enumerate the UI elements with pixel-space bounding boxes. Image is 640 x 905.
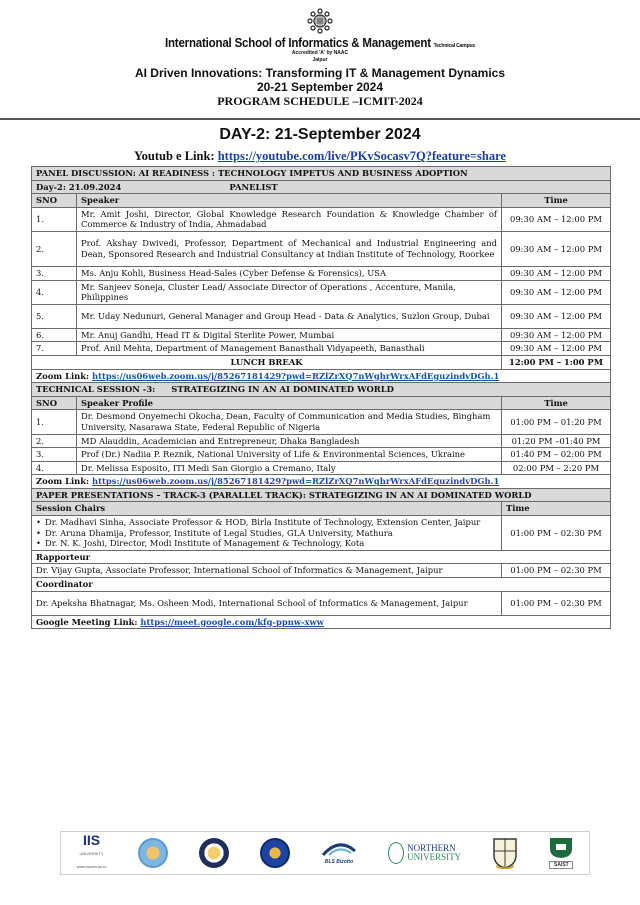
col-time: Time xyxy=(502,396,611,410)
session-chairs-time: 01:00 PM – 02:30 PM xyxy=(502,516,611,551)
sno: 2. xyxy=(32,434,77,448)
iis-logo-url: www.iisuniv.ac.in xyxy=(76,863,107,869)
rapporteur-label: Rapporteur xyxy=(32,550,611,564)
list-item: • Dr. Madhavi Sinha, Associate Professor & HOD, Birla Institute of Technology, Extension Center, Jaipur xyxy=(36,517,497,528)
northern-logo-text: NORTHERN xyxy=(407,843,456,853)
time: 01:40 PM – 02:00 PM xyxy=(502,448,611,462)
round-seal-logo xyxy=(199,835,229,871)
session-chairs-list xyxy=(36,517,497,549)
time: 09:30 AM – 12:00 PM xyxy=(502,266,611,280)
sno: 7. xyxy=(32,342,77,356)
day-title: DAY-2: 21-September 2024 xyxy=(219,126,421,143)
coordinator-row xyxy=(32,591,611,615)
table-row xyxy=(32,280,611,304)
accreditation: Accredited 'A' by NAAC xyxy=(291,50,349,56)
speaker: Mr. Sanjeev Soneja, Cluster Lead/ Associate Director of Operations , Accenture, Manila, Philippines xyxy=(77,280,502,304)
sno: 3. xyxy=(32,448,77,462)
table-row xyxy=(32,461,611,475)
panel-zoom-link[interactable]: https://us06web.zoom.us/j/85267181429?pwd=RZlZrXQ7nWghrWrxAFdEguzindvDGh.1 xyxy=(92,370,500,381)
institute-name-text: International School of Informatics & Management xyxy=(164,36,431,50)
technical-zoom-link[interactable]: https://us06web.zoom.us/j/85267181429?pwd=RZlZrXQ7nWghrWrxAFdEguzindvDGh.1 xyxy=(92,476,500,487)
university-logo-text: UNIVERSITY xyxy=(407,852,462,862)
panel-zoom-row xyxy=(32,369,611,383)
paper-heading-row xyxy=(32,488,611,502)
table-row xyxy=(32,410,611,434)
speaker: Prof. Anil Mehta, Department of Management Banasthali Vidyapeeth, Banasthali xyxy=(77,342,502,356)
table-row xyxy=(32,342,611,356)
technical-heading-cell xyxy=(32,383,611,397)
google-meet-label: Google Meeting Link: xyxy=(36,616,141,627)
col-speaker-profile: Speaker Profile xyxy=(77,396,502,410)
institute-name xyxy=(26,36,615,50)
session-chairs-label: Session Chairs xyxy=(32,502,502,516)
speaker: Ms. Anju Kohli, Business Head-Sales (Cyber Defense & Forensics), USA xyxy=(77,266,502,280)
time: 09:30 AM – 12:00 PM xyxy=(502,342,611,356)
technical-session-title: STRATEGIZING IN AN AI DOMINATED WORLD xyxy=(171,384,394,395)
table-row xyxy=(32,448,611,462)
panel-date-cell xyxy=(32,180,611,194)
youtube-label: Youtub e Link: xyxy=(134,149,218,163)
google-meet-cell xyxy=(32,615,611,629)
col-sno: SNO xyxy=(32,396,77,410)
speaker: Dr. Desmond Onyemechi Okocha, Dean, Faculty of Communication and Media Studies, Bingham University, Nasarawa State, Federal Republic of Nigeria xyxy=(77,410,502,434)
session-chairs-time-label: Time xyxy=(502,502,611,516)
time: 09:30 AM – 12:00 PM xyxy=(502,207,611,231)
panel-heading-row xyxy=(32,167,611,181)
speaker: Mr. Uday Nedunuri, General Manager and Group Head - Data & Analytics, Suzlon Group, Dubai xyxy=(77,304,502,328)
youtube-link[interactable]: https://youtube.com/live/PKvSocasv7Q?feature=share xyxy=(217,149,506,163)
rapporteur-name: Dr. Vijay Gupta, Associate Professor, International School of Informatics & Management, Jaipur xyxy=(32,564,502,578)
youtube-link-line xyxy=(0,149,640,164)
time: 02:00 PM – 2:20 PM xyxy=(502,461,611,475)
rapporteur-time: 01:00 PM – 02:30 PM xyxy=(502,564,611,578)
saist-logo xyxy=(549,835,573,871)
panel-heading: PANEL DISCUSSION: AI READINESS : TECHNOLOGY IMPETUS AND BUSINESS ADOPTION xyxy=(32,167,611,181)
panel-zoom-cell xyxy=(32,369,611,383)
bls-bizotto-logo xyxy=(321,835,357,871)
time: 09:30 AM – 12:00 PM xyxy=(502,328,611,342)
au-emblem-logo xyxy=(138,835,168,871)
iis-logo-sub: UNIVERSITY xyxy=(79,850,104,856)
google-meet-row xyxy=(32,615,611,629)
time: 09:30 AM – 12:00 PM xyxy=(502,304,611,328)
lunch-break-time: 12:00 PM – 1:00 PM xyxy=(502,355,611,369)
sno: 1. xyxy=(32,207,77,231)
panel-date-row xyxy=(32,180,611,194)
panel-column-header xyxy=(32,194,611,208)
technical-session-label: TECHNICAL SESSION -3: xyxy=(36,384,156,395)
header-divider xyxy=(0,118,640,120)
technical-zoom-row xyxy=(32,475,611,489)
crest-shield-logo xyxy=(492,835,518,871)
speaker: Mr. Anuj Gandhi, Head IT & Digital Sterlite Power, Mumbai xyxy=(77,328,502,342)
lunch-break-row xyxy=(32,355,611,369)
table-row xyxy=(32,231,611,266)
coordinator-label: Coordinator xyxy=(32,578,611,592)
panel-date: Day-2: 21.09.2024 xyxy=(36,181,122,192)
col-time: Time xyxy=(502,194,611,208)
sno: 3. xyxy=(32,266,77,280)
iis-university-logo xyxy=(76,831,107,871)
sno: 4. xyxy=(32,461,77,475)
sno: 2. xyxy=(32,231,77,266)
speaker: Dr. Melissa Esposito, ITI Medi San Giorgio a Cremano, Italy xyxy=(77,461,502,475)
sno: 4. xyxy=(32,280,77,304)
time: 09:30 AM – 12:00 PM xyxy=(502,280,611,304)
blue-shield-logo xyxy=(260,835,290,871)
bls-logo-text: BLS Bizotto xyxy=(324,859,354,865)
schedule-table xyxy=(31,166,611,629)
list-item: • Dr. Aruna Dhamija, Professor, Institute of Legal Studies, GLA University, Mathura xyxy=(36,528,497,539)
lunch-break-label: LUNCH BREAK xyxy=(32,355,502,369)
technical-zoom-cell xyxy=(32,475,611,489)
table-row xyxy=(32,266,611,280)
technical-column-header xyxy=(32,396,611,410)
time: 01:20 PM –01:40 PM xyxy=(502,434,611,448)
zoom-label: Zoom Link: xyxy=(36,370,93,381)
document-header xyxy=(0,8,640,109)
list-item: • Dr. N. K. Joshi, Director, Modi Institute of Management & Technology, Kota xyxy=(36,538,497,549)
speaker: Prof. Akshay Dwivedi, Professor, Department of Mechanical and Industrial Engineering and Dean, Sponsored Research and Industrial Consultancy at Indian Institute of Technology, Roorkee xyxy=(77,231,502,266)
northern-university-logo xyxy=(388,835,461,871)
rapporteur-row xyxy=(32,564,611,578)
partner-logos-strip xyxy=(60,831,590,875)
institute-emblem-icon xyxy=(307,8,333,34)
institute-suffix: Technical Campus xyxy=(433,43,476,49)
speaker: MD Alauddin, Academician and Entrepreneur, Dhaka Bangladesh xyxy=(77,434,502,448)
session-chairs-row xyxy=(32,516,611,551)
sno: 6. xyxy=(32,328,77,342)
speaker: Prof (Dr.) Nadiia P. Reznik, National University of Life & Environmental Sciences, Ukraine xyxy=(77,448,502,462)
col-sno: SNO xyxy=(32,194,77,208)
sno: 5. xyxy=(32,304,77,328)
table-row xyxy=(32,304,611,328)
session-chairs-cell xyxy=(32,516,502,551)
coordinator-names: Dr. Apeksha Bhatnagar, Ms. Osheen Modi, International School of Informatics & Management, Jaipur xyxy=(32,591,502,615)
rapporteur-header xyxy=(32,550,611,564)
google-meet-link[interactable]: https://meet.google.com/kfg-ppnw-xww xyxy=(140,616,324,627)
time: 01:00 PM – 01:20 PM xyxy=(502,410,611,434)
panelist-label: PANELIST xyxy=(229,181,278,192)
speaker: Mr. Amit Joshi, Director, Global Knowledge Research Foundation & Knowledge Chamber of Commerce & Industry of India, Ahmadabad xyxy=(77,207,502,231)
zoom-label: Zoom Link: xyxy=(36,476,93,487)
sno: 1. xyxy=(32,410,77,434)
table-row xyxy=(32,207,611,231)
institute-city: Jaipur xyxy=(312,57,328,63)
saist-logo-text: SAIST xyxy=(549,861,573,869)
technical-heading-row xyxy=(32,383,611,397)
session-chairs-header xyxy=(32,502,611,516)
coordinator-header xyxy=(32,578,611,592)
table-row xyxy=(32,328,611,342)
conference-dates: 20-21 September 2024 xyxy=(256,80,384,94)
iis-logo-text: IIS xyxy=(82,831,101,848)
col-speaker: Speaker xyxy=(77,194,502,208)
paper-heading: PAPER PRESENTATIONS – TRACK-3 (PARALLEL TRACK): STRATEGIZING IN AN AI DOMINATED WORLD xyxy=(32,488,611,502)
time: 09:30 AM – 12:00 PM xyxy=(502,231,611,266)
coordinator-time: 01:00 PM – 02:30 PM xyxy=(502,591,611,615)
table-row xyxy=(32,434,611,448)
program-title: PROGRAM SCHEDULE –ICMIT-2024 xyxy=(217,94,423,108)
conference-title: AI Driven Innovations: Transforming IT & Management Dynamics xyxy=(134,66,506,80)
